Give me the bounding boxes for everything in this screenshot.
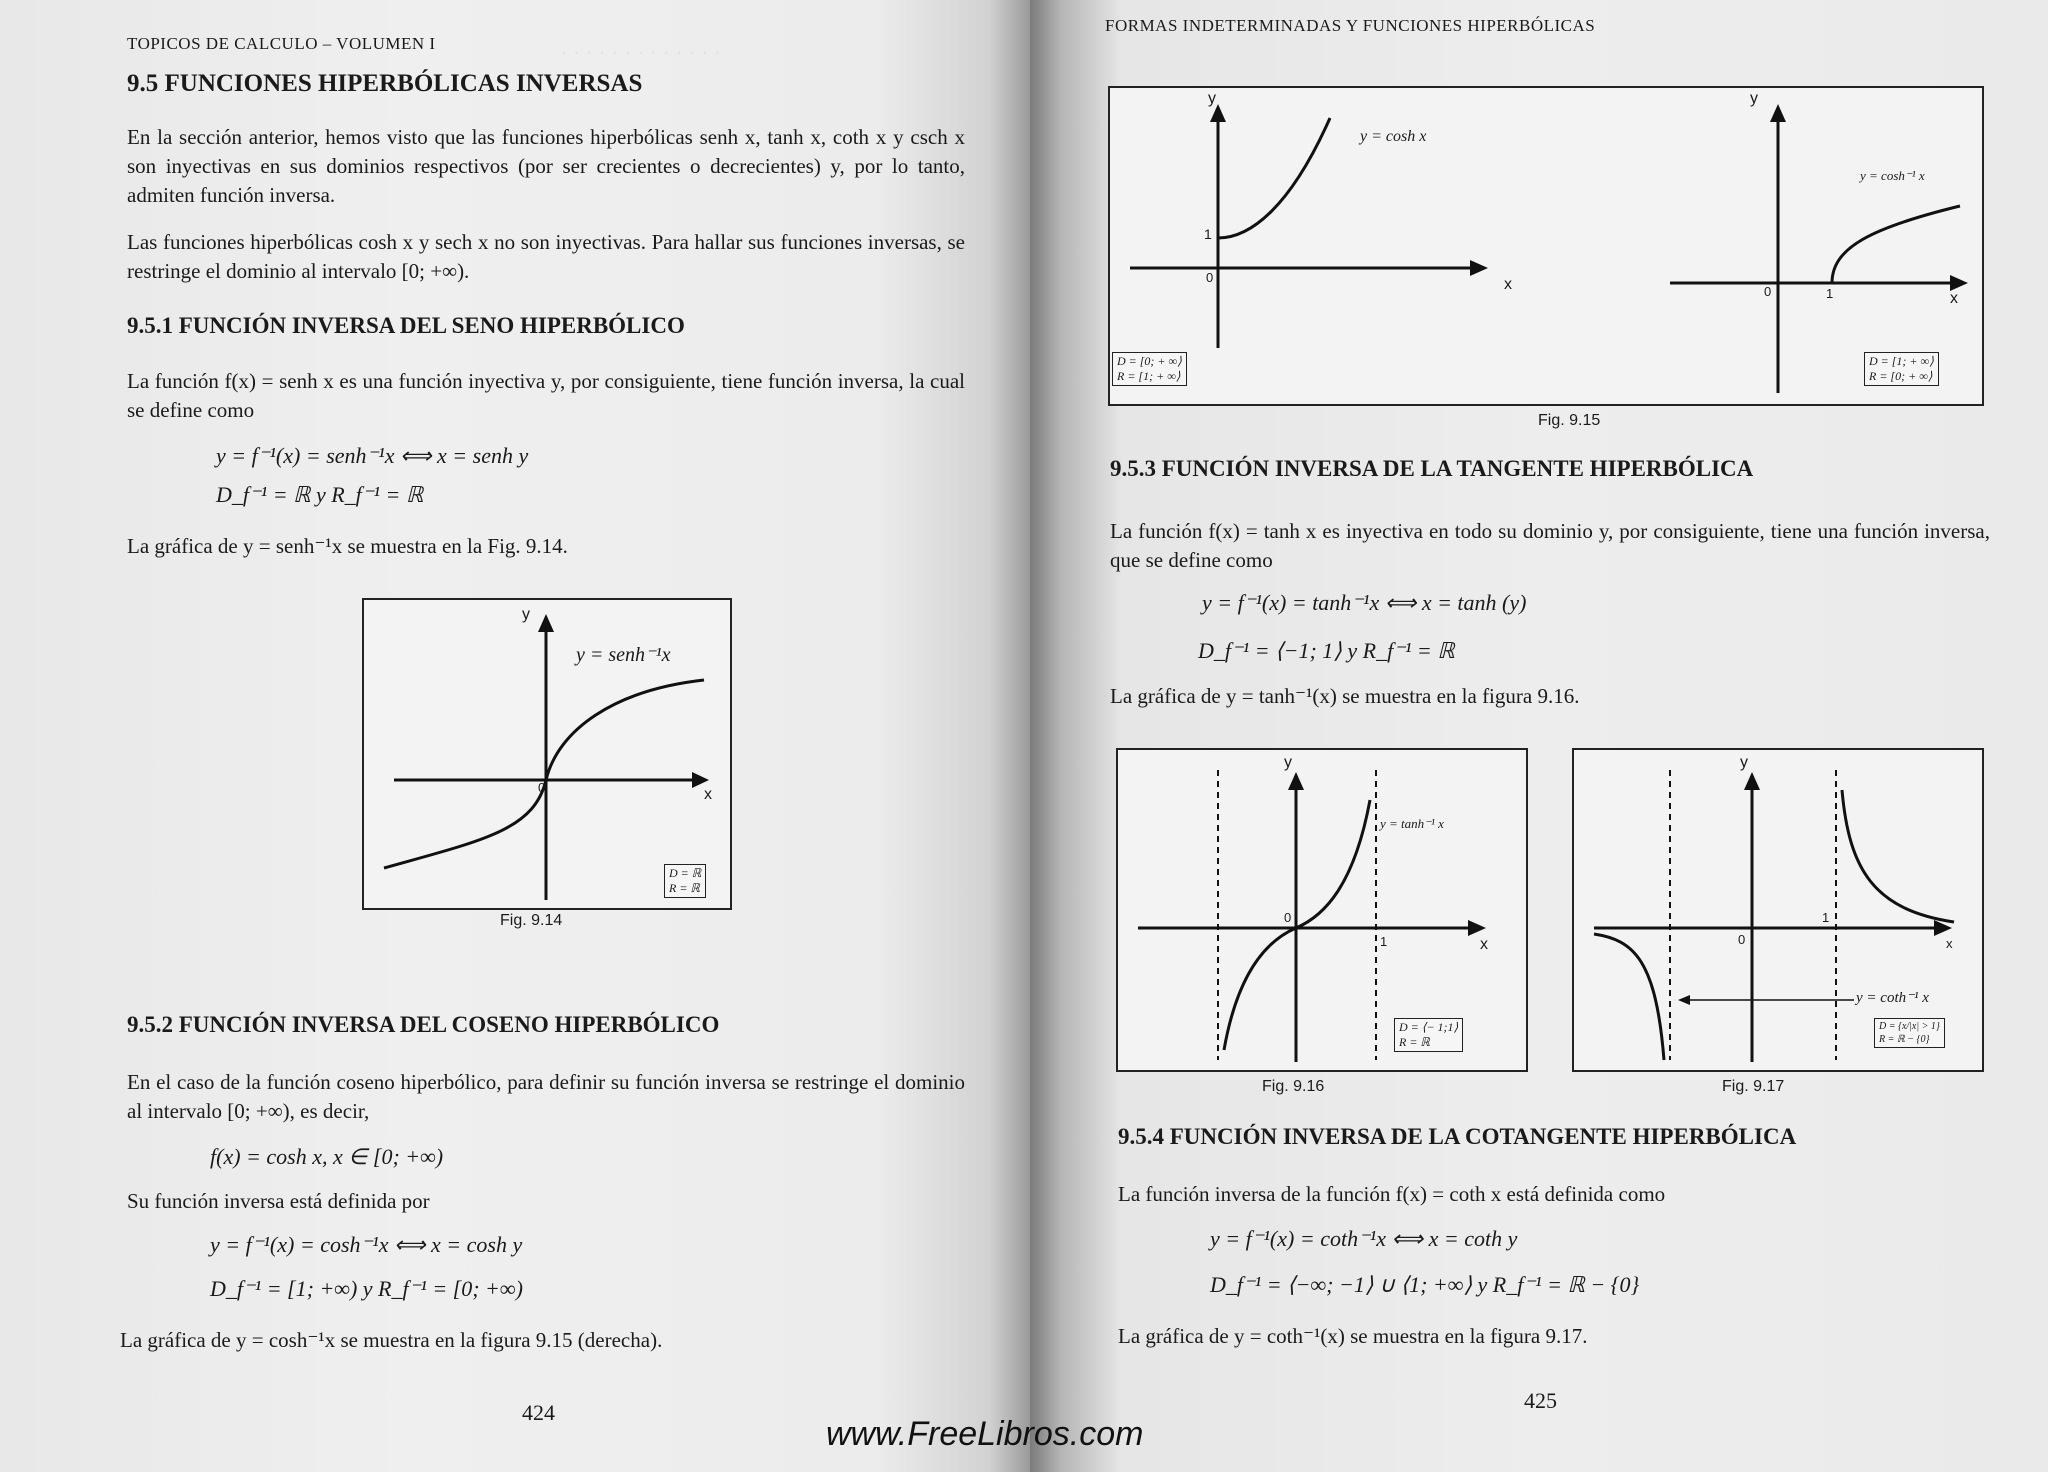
x-axis-label: x [1950,290,1958,307]
domain-text: D = ℝ [669,866,702,880]
x-arrow-icon [1470,260,1488,276]
y-arrow-icon [538,614,554,632]
arccoth-curve-right [1842,790,1954,922]
y-axis-label: y [522,606,530,623]
inverse-intro-text: Su función inversa está definida por [127,1189,430,1213]
domain-range-box [1874,1018,1945,1048]
domain-range-box [1112,352,1187,386]
curve-label: y = senh⁻¹x [576,644,671,666]
range-text: R = [1; + ∞⟩ [1117,369,1181,383]
origin-label: 0 [1738,932,1746,947]
domain-text: D = [0; + ∞⟩ [1117,354,1182,368]
subsection-paragraph: La función f(x) = senh x es una función inyectiva y, por consiguiente, tiene función inversa, la cual se define como [127,369,965,422]
pointer-arrow-icon [1678,995,1690,1005]
curve-label: y = cosh x [1360,128,1427,145]
domain-range-box [1394,1018,1463,1052]
figure-9-14 [362,598,732,910]
one-label: 1 [1822,910,1830,925]
y-arrow-icon [1288,772,1304,790]
page-number: 424 [522,1400,555,1425]
curve-label: y = tanh⁻¹ x [1380,816,1444,831]
graph-reference-text: La gráfica de y = tanh⁻¹(x) se muestra en la figura 9.16. [1110,684,1580,708]
subsection-title-9-5-2: 9.5.2 FUNCIÓN INVERSA DEL COSENO HIPERBÓLICO [127,1012,720,1037]
y-axis-label: y [1284,754,1292,771]
subsection-paragraph: La función inversa de la función f(x) = coth x está definida como [1118,1182,1666,1206]
running-head: FORMAS INDETERMINADAS Y FUNCIONES HIPERBÓLICAS [1105,16,1596,35]
right-page [1030,0,2048,1472]
figure-caption: Fig. 9.16 [1262,1078,1325,1095]
section-title: 9.5 FUNCIONES HIPERBÓLICAS INVERSAS [127,70,643,97]
figure-caption: Fig. 9.17 [1722,1078,1785,1095]
domain-range-equation: D_f⁻¹ = ⟨−1; 1⟩ y R_f⁻¹ = ℝ [1198,638,1455,663]
figure-9-15 [1108,86,1984,406]
arccosh-curve [1832,206,1960,283]
figure-9-15-plot [1110,88,1982,404]
definition-equation: y = f⁻¹(x) = tanh⁻¹x ⟺ x = tanh (y) [1202,590,1527,615]
domain-text: D = {x/|x| > 1} [1879,1021,1940,1032]
y-axis-label: y [1740,754,1748,771]
domain-range-box [664,864,706,898]
x-axis-label: x [1480,936,1488,953]
graph-reference-text: La gráfica de y = cosh⁻¹x se muestra en la figura 9.15 (derecha). [120,1328,663,1352]
domain-text: D = ⟨− 1;1⟩ [1399,1020,1459,1034]
figure-caption: Fig. 9.14 [500,912,563,929]
page-number: 425 [1524,1388,1557,1413]
domain-text: D = [1; + ∞⟩ [1869,354,1934,368]
intro-paragraph: En la sección anterior, hemos visto que las funciones hiperbólicas senh x, tanh x, coth x y csch x son inyectivas en sus dominios respectivos (por ser crecientes o decrecientes) y, por lo tanto, admiten función inversa. [127,125,965,207]
domain-range-equation: D_f⁻¹ = [1; +∞) y R_f⁻¹ = [0; +∞) [210,1276,523,1301]
range-text: R = ℝ [1399,1035,1430,1049]
subsection-paragraph: La función f(x) = tanh x es inyectiva en todo su dominio y, por consiguiente, tiene una función inversa, que se define como [1110,519,1990,572]
curve-label: y = coth⁻¹ x [1856,990,1929,1006]
domain-range-equation: D_f⁻¹ = ℝ y R_f⁻¹ = ℝ [216,482,424,507]
one-label: 1 [1380,934,1388,949]
range-text: R = ℝ − {0} [1879,1034,1930,1045]
bleed-through: · · · · · · · · · · · · · [560,40,722,65]
definition-equation: y = f⁻¹(x) = senh⁻¹x ⟺ x = senh y [216,443,529,468]
origin-label: 0 [538,780,546,795]
curve-label: y = cosh⁻¹ x [1860,168,1925,183]
figure-9-14-plot [364,600,730,908]
domain-range-equation: D_f⁻¹ = ⟨−∞; −1⟩ ∪ ⟨1; +∞⟩ y R_f⁻¹ = ℝ − {0} [1210,1272,1640,1297]
subsection-title-9-5-4: 9.5.4 FUNCIÓN INVERSA DE LA COTANGENTE HIPERBÓLICA [1118,1124,1797,1149]
range-text: R = ℝ [669,881,700,895]
y-axis-label: y [1208,90,1216,107]
one-label: 1 [1204,226,1212,242]
one-label: 1 [1826,286,1834,301]
subsection-title-9-5-1: 9.5.1 FUNCIÓN INVERSA DEL SENO HIPERBÓLICO [127,313,685,338]
subsection-title-9-5-3: 9.5.3 FUNCIÓN INVERSA DE LA TANGENTE HIPERBÓLICA [1110,456,1754,481]
intro-paragraph-2: Las funciones hiperbólicas cosh x y sech x no son inyectivas. Para hallar sus funciones inversas, se restringe el dominio al intervalo [0; +∞). [127,230,965,283]
graph-reference-text: La gráfica de y = coth⁻¹(x) se muestra en la figura 9.17. [1118,1324,1588,1348]
running-head: TOPICOS DE CALCULO – VOLUMEN I [127,34,436,53]
range-text: R = [0; + ∞⟩ [1869,369,1933,383]
figure-9-16 [1116,748,1528,1072]
x-arrow-icon [1468,920,1486,936]
figure-9-16-plot [1118,750,1526,1070]
graph-reference-text: La gráfica de y = senh⁻¹x se muestra en la Fig. 9.14. [127,534,568,558]
cosh-curve [1218,118,1330,238]
definition-equation: y = f⁻¹(x) = coth⁻¹x ⟺ x = coth y [1210,1226,1518,1251]
definition-equation: y = f⁻¹(x) = cosh⁻¹x ⟺ x = cosh y [210,1232,523,1257]
arccoth-curve-left [1594,934,1664,1060]
x-arrow-icon [1950,275,1968,291]
figure-caption: Fig. 9.15 [1538,412,1601,429]
origin-label: 0 [1284,910,1292,925]
arcsinh-curve [384,680,704,868]
domain-range-box [1864,352,1939,386]
y-arrow-icon [1770,104,1786,122]
subsection-paragraph: En el caso de la función coseno hiperbólico, para definir su función inversa se restringe el dominio al intervalo [0; +∞), es decir, [127,1070,965,1123]
restriction-equation: f(x) = cosh x, x ∈ [0; +∞) [210,1144,444,1169]
y-arrow-icon [1744,772,1760,790]
figure-9-17 [1572,748,1984,1072]
x-axis-label: x [1504,276,1512,293]
x-axis-label: x [704,786,712,803]
watermark-link[interactable]: www.FreeLibros.com [826,1415,1144,1453]
origin-label: 0 [1764,284,1772,299]
x-axis-label: x [1946,936,1953,951]
y-axis-label: y [1750,90,1758,107]
origin-label: 0 [1206,270,1214,285]
